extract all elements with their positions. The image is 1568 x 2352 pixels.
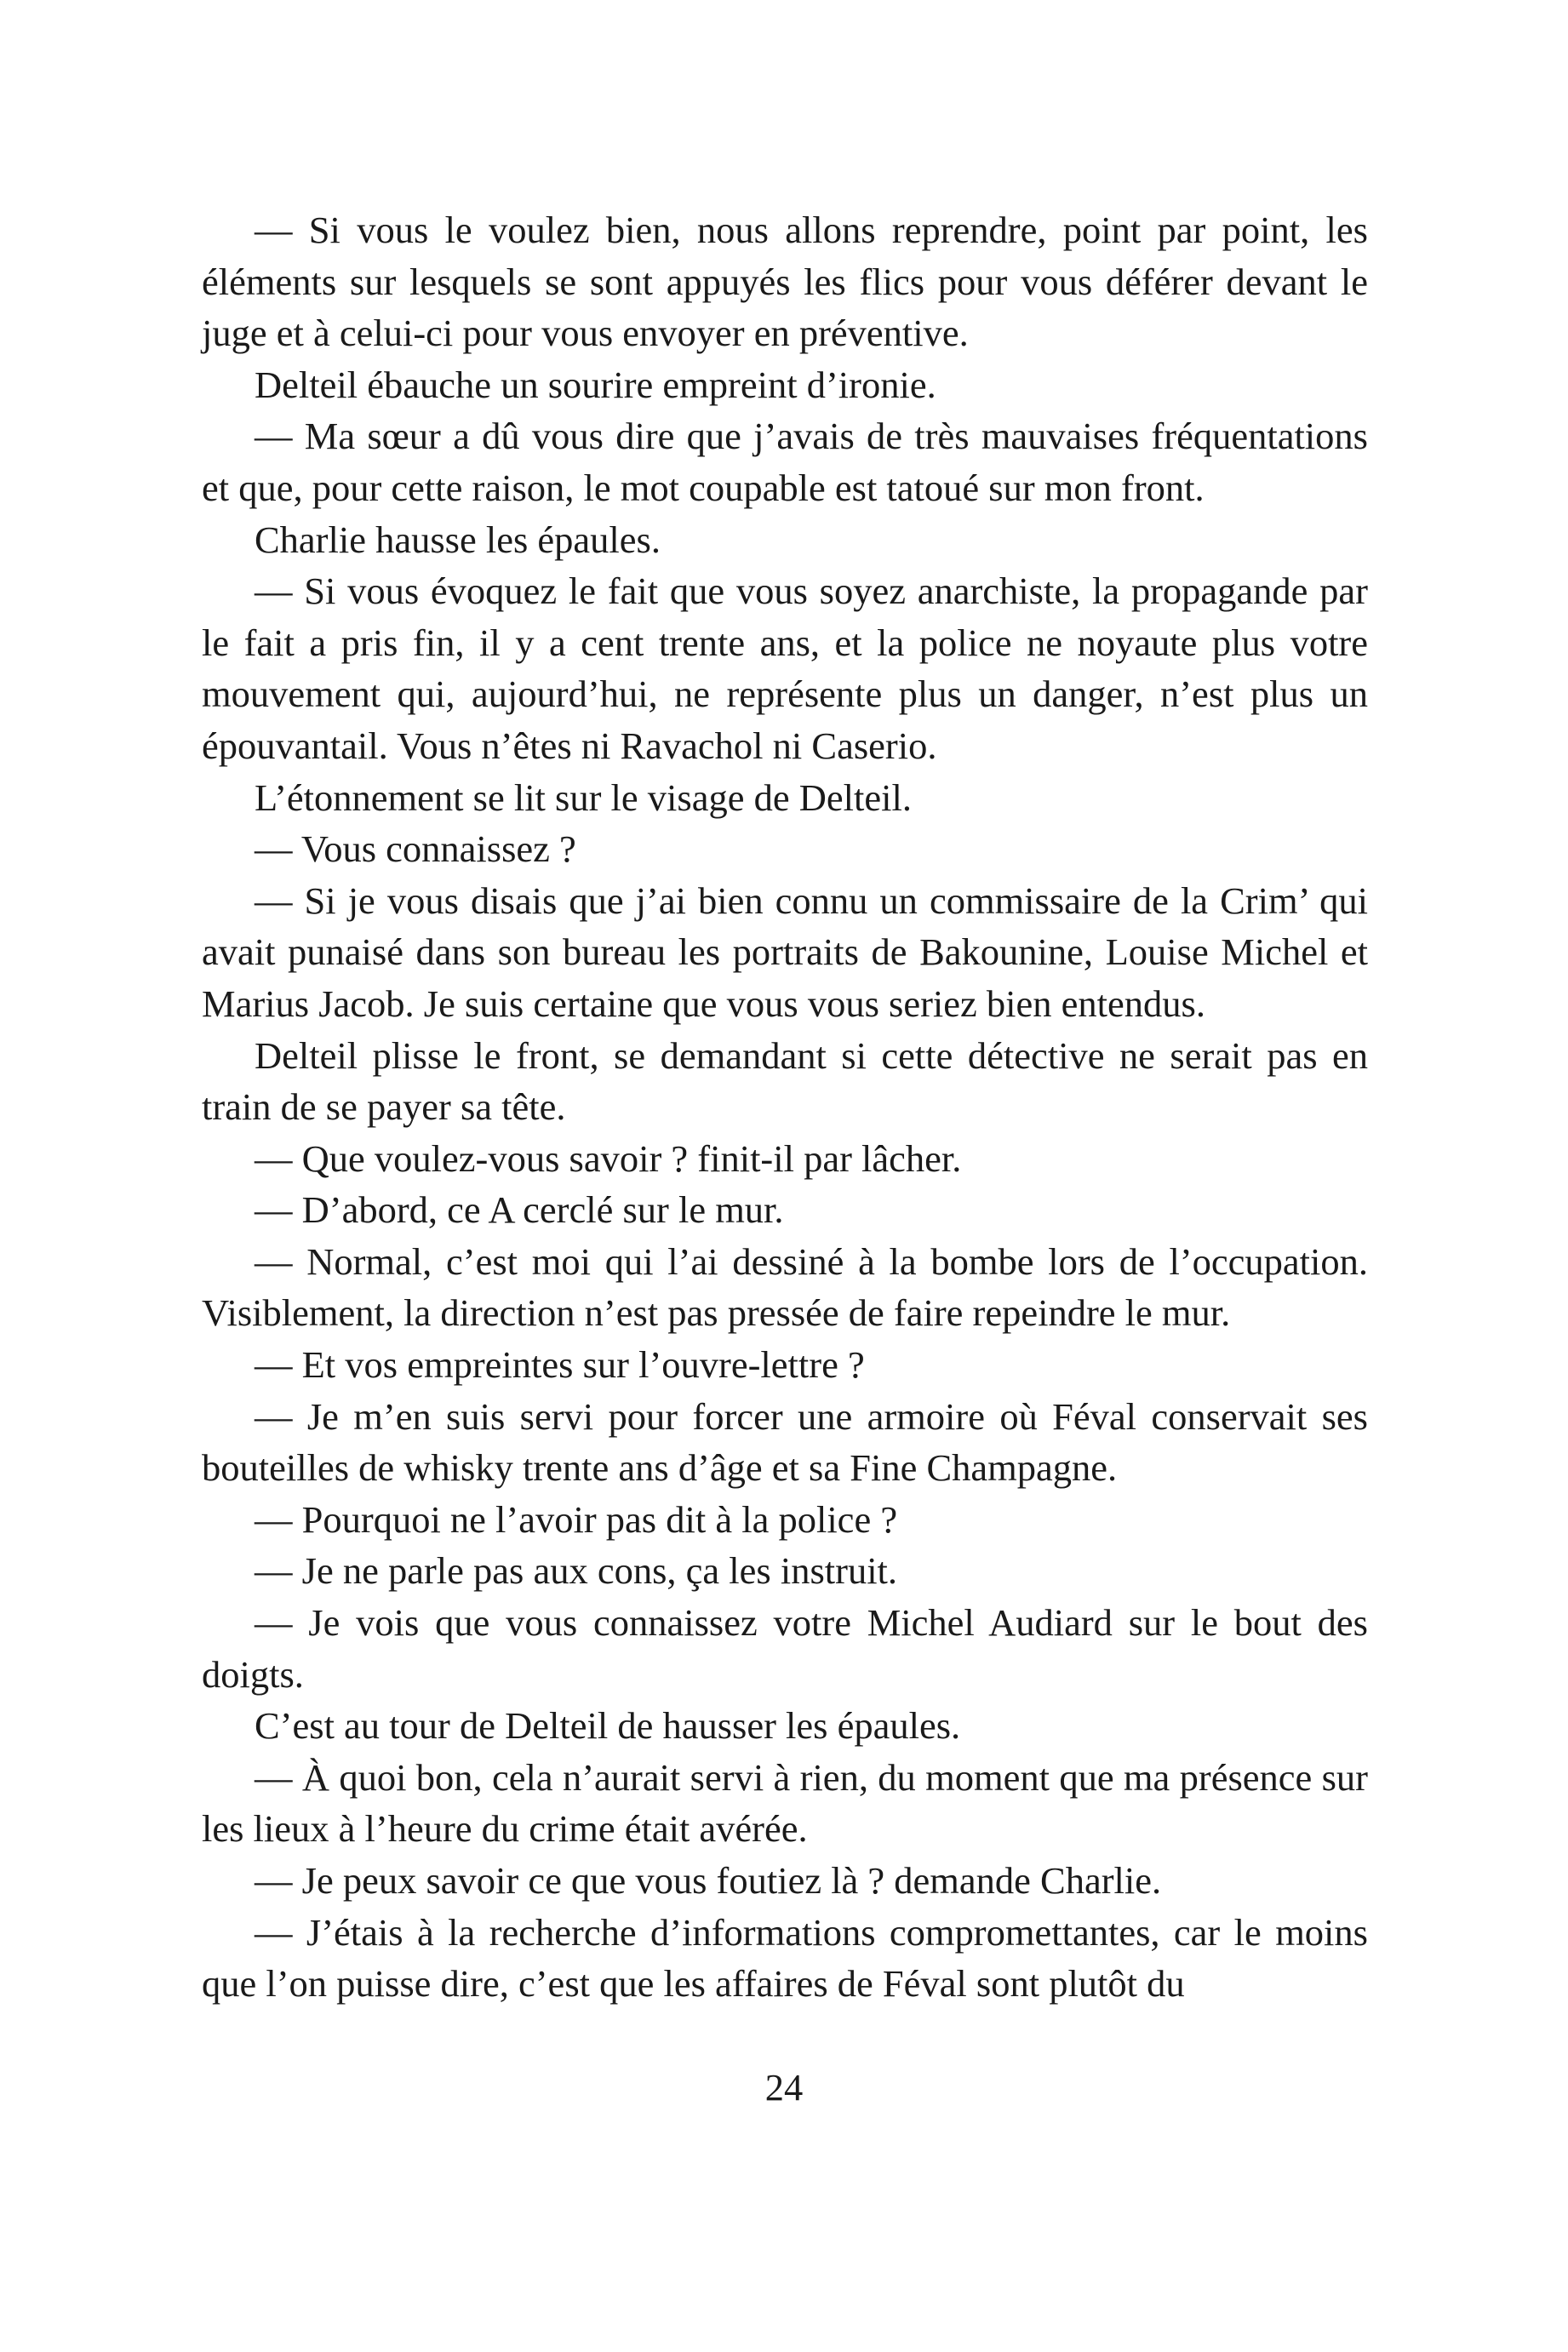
- paragraph: — Vous connaissez ?: [255, 827, 576, 871]
- paragraph: Delteil plisse le front, se demandant si cette détective ne serait pas en train de se payer sa tête.: [202, 1033, 1368, 1129]
- paragraph: — D’abord, ce A cerclé sur le mur.: [255, 1188, 784, 1232]
- paragraph: — Je m’en suis servi pour forcer une armoire où Féval conservait ses bouteilles de whisky trente ans d’âge et sa Fine Champagne.: [202, 1394, 1368, 1490]
- paragraph: — Je peux savoir ce que vous foutiez là ? demande Charlie.: [255, 1859, 1162, 1902]
- page-number: 24: [764, 2066, 804, 2109]
- paragraph: — Pourquoi ne l’avoir pas dit à la police ?: [255, 1497, 898, 1541]
- paragraph: — Je vois que vous connaissez votre Michel Audiard sur le bout des doigts.: [202, 1601, 1368, 1696]
- paragraph: — Que voulez-vous savoir ? finit-il par lâcher.: [255, 1136, 962, 1180]
- paragraph: — J’étais à la recherche d’informations compromettantes, car le moins que l’on puisse dire, c’est que les affaires de Féval sont plutôt du: [202, 1910, 1368, 2006]
- paragraph: — Ma sœur a dû vous dire que j’avais de très mauvaises fréquentations et que, pour cette raison, le mot coupable est tatoué sur mon front.: [202, 415, 1368, 509]
- paragraph: — Si vous le voulez bien, nous allons reprendre, point par point, les éléments sur lesquels se sont appuyés les flics pour vous déférer devant le juge et à celui-ci pour vous envoyer en préventive.: [202, 209, 1368, 355]
- paragraph: Delteil ébauche un sourire empreint d’ironie.: [255, 363, 936, 406]
- paragraph: L’étonnement se lit sur le visage de Delteil.: [255, 775, 912, 819]
- paragraph: — Je ne parle pas aux cons, ça les instruit.: [255, 1549, 898, 1593]
- paragraph: — Si je vous disais que j’ai bien connu un commissaire de la Crim’ qui avait punaisé dans son bureau les portraits de Bakounine, Louise Michel et Marius Jacob. Je suis certaine que vous vous seriez bien entendus.: [202, 878, 1368, 1025]
- paragraph: — À quoi bon, cela n’aurait servi à rien, du moment que ma présence sur les lieux à l’heure du crime était avérée.: [202, 1755, 1368, 1851]
- paragraph: — Normal, c’est moi qui l’ai dessiné à la bombe lors de l’occupation. Visiblement, la direction n’est pas pressée de faire repeindre le mur.: [202, 1239, 1368, 1335]
- paragraph: Charlie hausse les épaules.: [255, 518, 661, 561]
- body-text: [202, 204, 1368, 2010]
- paragraph: C’est au tour de Delteil de hausser les épaules.: [255, 1704, 961, 1748]
- paragraph: — Et vos empreintes sur l’ouvre-lettre ?: [255, 1343, 865, 1387]
- paragraph: — Si vous évoquez le fait que vous soyez anarchiste, la propagande par le fait a pris fin, il y a cent trente ans, et la police ne noyaute plus votre mouvement qui, aujourd’hui, ne représente plus un danger, n’est plus un épouvantail. Vous n’êtes ni Ravachol ni Caserio.: [202, 569, 1368, 767]
